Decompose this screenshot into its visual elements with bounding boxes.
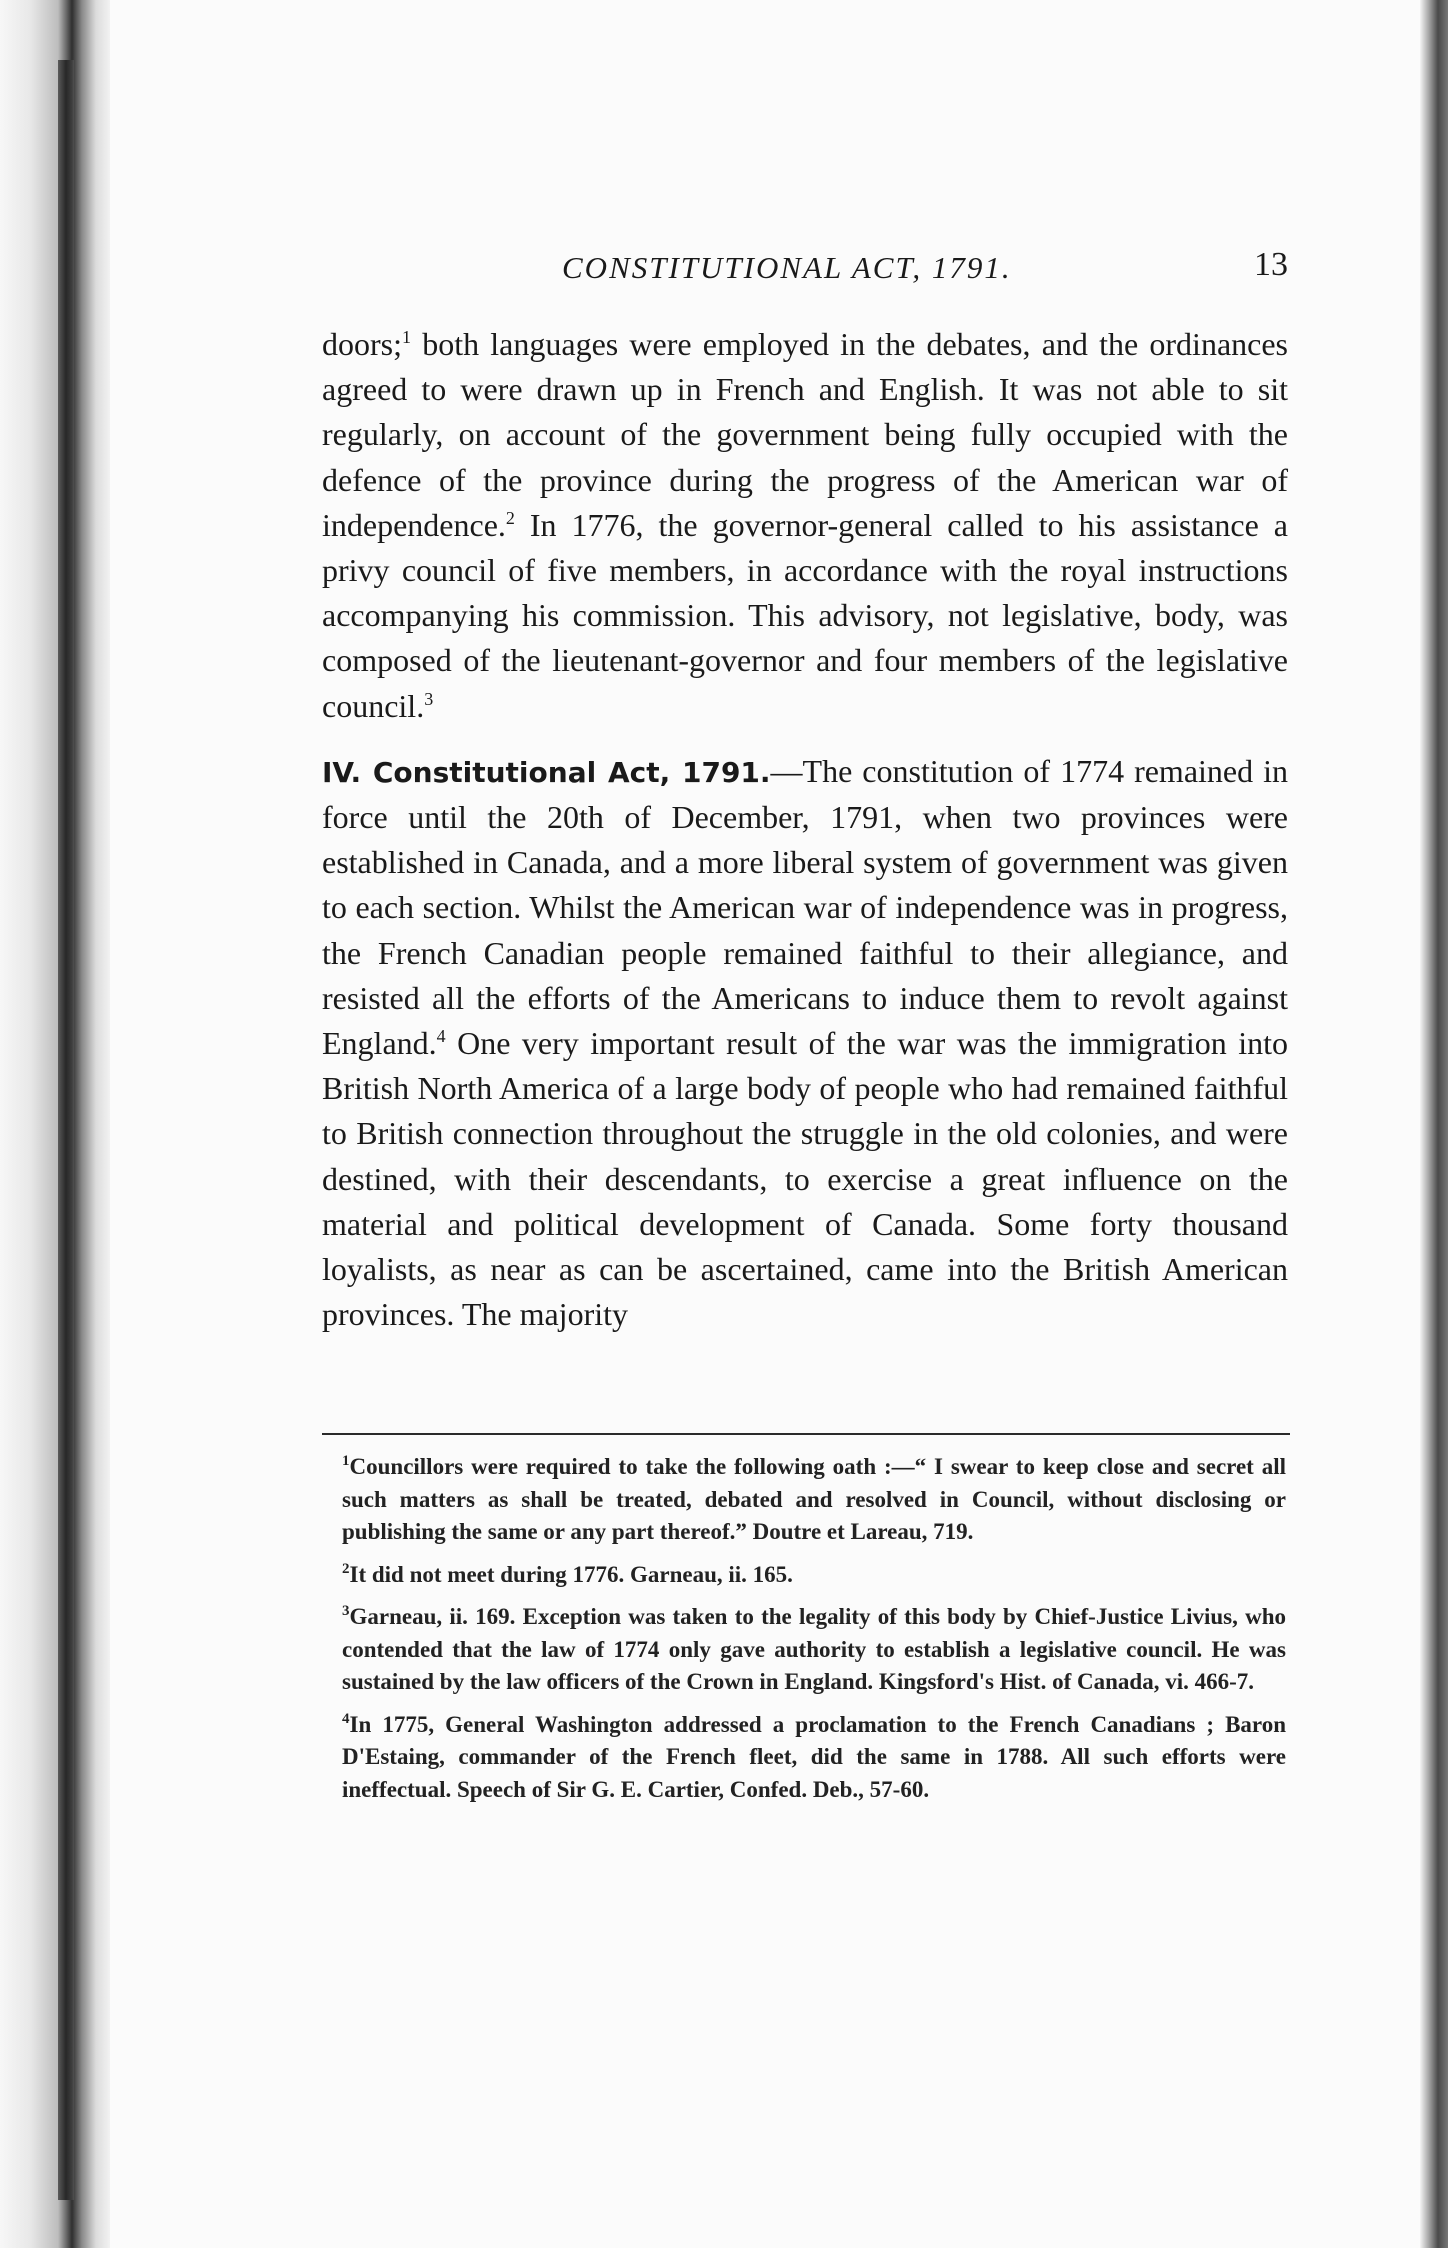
footnotes (342, 1451, 1286, 1816)
running-title: CONSTITUTIONAL ACT, 1791. (562, 250, 1012, 285)
footnote (342, 1709, 1286, 1807)
footnote-ref: 1 (402, 327, 411, 347)
paragraph-2 (322, 749, 1288, 1338)
book-gutter (58, 60, 74, 2200)
page-number: 13 (1254, 246, 1288, 283)
footnote-marker: 1 (342, 1453, 350, 1469)
page-edge (1420, 0, 1448, 2248)
footnote-ref: 3 (424, 688, 434, 709)
book-spine-shadow (0, 0, 110, 2248)
text-run: One very important result of the war was the immigration into British North America of a large body of people who had remained faithful to British connection throughout the struggle in the old colonies, and were destined, with their descendants, to exercise a great influence on the material and political development of Canada. Some forty thousand loyalists, as near as can be ascertained, came into the British American provinces. The majority (322, 1025, 1288, 1333)
footnote (342, 1559, 1286, 1592)
footnote-ref: 4 (436, 1026, 446, 1047)
main-text (322, 322, 1288, 1337)
paragraph-1 (322, 322, 1288, 729)
footnote-text: In 1775, General Washington addressed a proclamation to the French Canadians ; Baron D'Estaing, commander of the French fleet, did the same in 1788. All such efforts were ineffectual. Speech of Sir G. E. Cartier, Confed. Deb., 57-60. (342, 1711, 1286, 1802)
footnote (342, 1601, 1286, 1699)
footnote-text: It did not meet during 1776. Garneau, ii. 165. (349, 1561, 793, 1587)
footnote-marker: 3 (342, 1603, 350, 1619)
footnote-ref: 2 (505, 507, 515, 528)
text-run: In 1776, the governor-general called to his assistance a privy council of five members, in accordance with the royal instructions accompanying his commission. This advisory, not legislative, body, was composed of the lieutenant-governor and four members of the legislative council. (322, 506, 1288, 724)
text-run: both languages were employed in the debates, and the ordinances agreed to were drawn up in French and English. It was not able to sit regularly, on account of the government being fully occupied with the defence of the province during the progress of the American war of independence. (322, 326, 1288, 543)
page-header (322, 246, 1288, 300)
footnote-marker: 2 (342, 1560, 350, 1577)
footnote (342, 1451, 1286, 1549)
footnote-marker: 4 (342, 1710, 350, 1727)
text-run: —The constitution of 1774 remained in force until the 20th of December, 1791, when two provinces were established in Canada, and a more liberal system of government was given to each section. Whilst the American war of independence was in progress, the French Canadian people remained faithful to their allegiance, and resisted all the efforts of the Americans to induce them to revolt against England. (322, 752, 1288, 1062)
page (110, 0, 1420, 2248)
footnote-text: Councillors were required to take the following oath :—“ I swear to keep close and secret all such matters as shall be treated, debated and resolved in Council, without disclosing or publishing the same or any part thereof.” Doutre et Lareau, 719. (342, 1454, 1286, 1544)
text-run: doors; (322, 326, 402, 362)
footnote-text: Garneau, ii. 169. Exception was taken to the legality of this body by Chief-Justice Livius, who contended that the law of 1774 only gave authority to establish a legislative council. He was sustained by the law officers of the Crown in England. Kingsford's Hist. of Canada, vi. 466-7. (342, 1604, 1286, 1694)
section-heading: IV. Constitutional Act, 1791. (322, 755, 771, 789)
footnote-rule (322, 1433, 1290, 1435)
